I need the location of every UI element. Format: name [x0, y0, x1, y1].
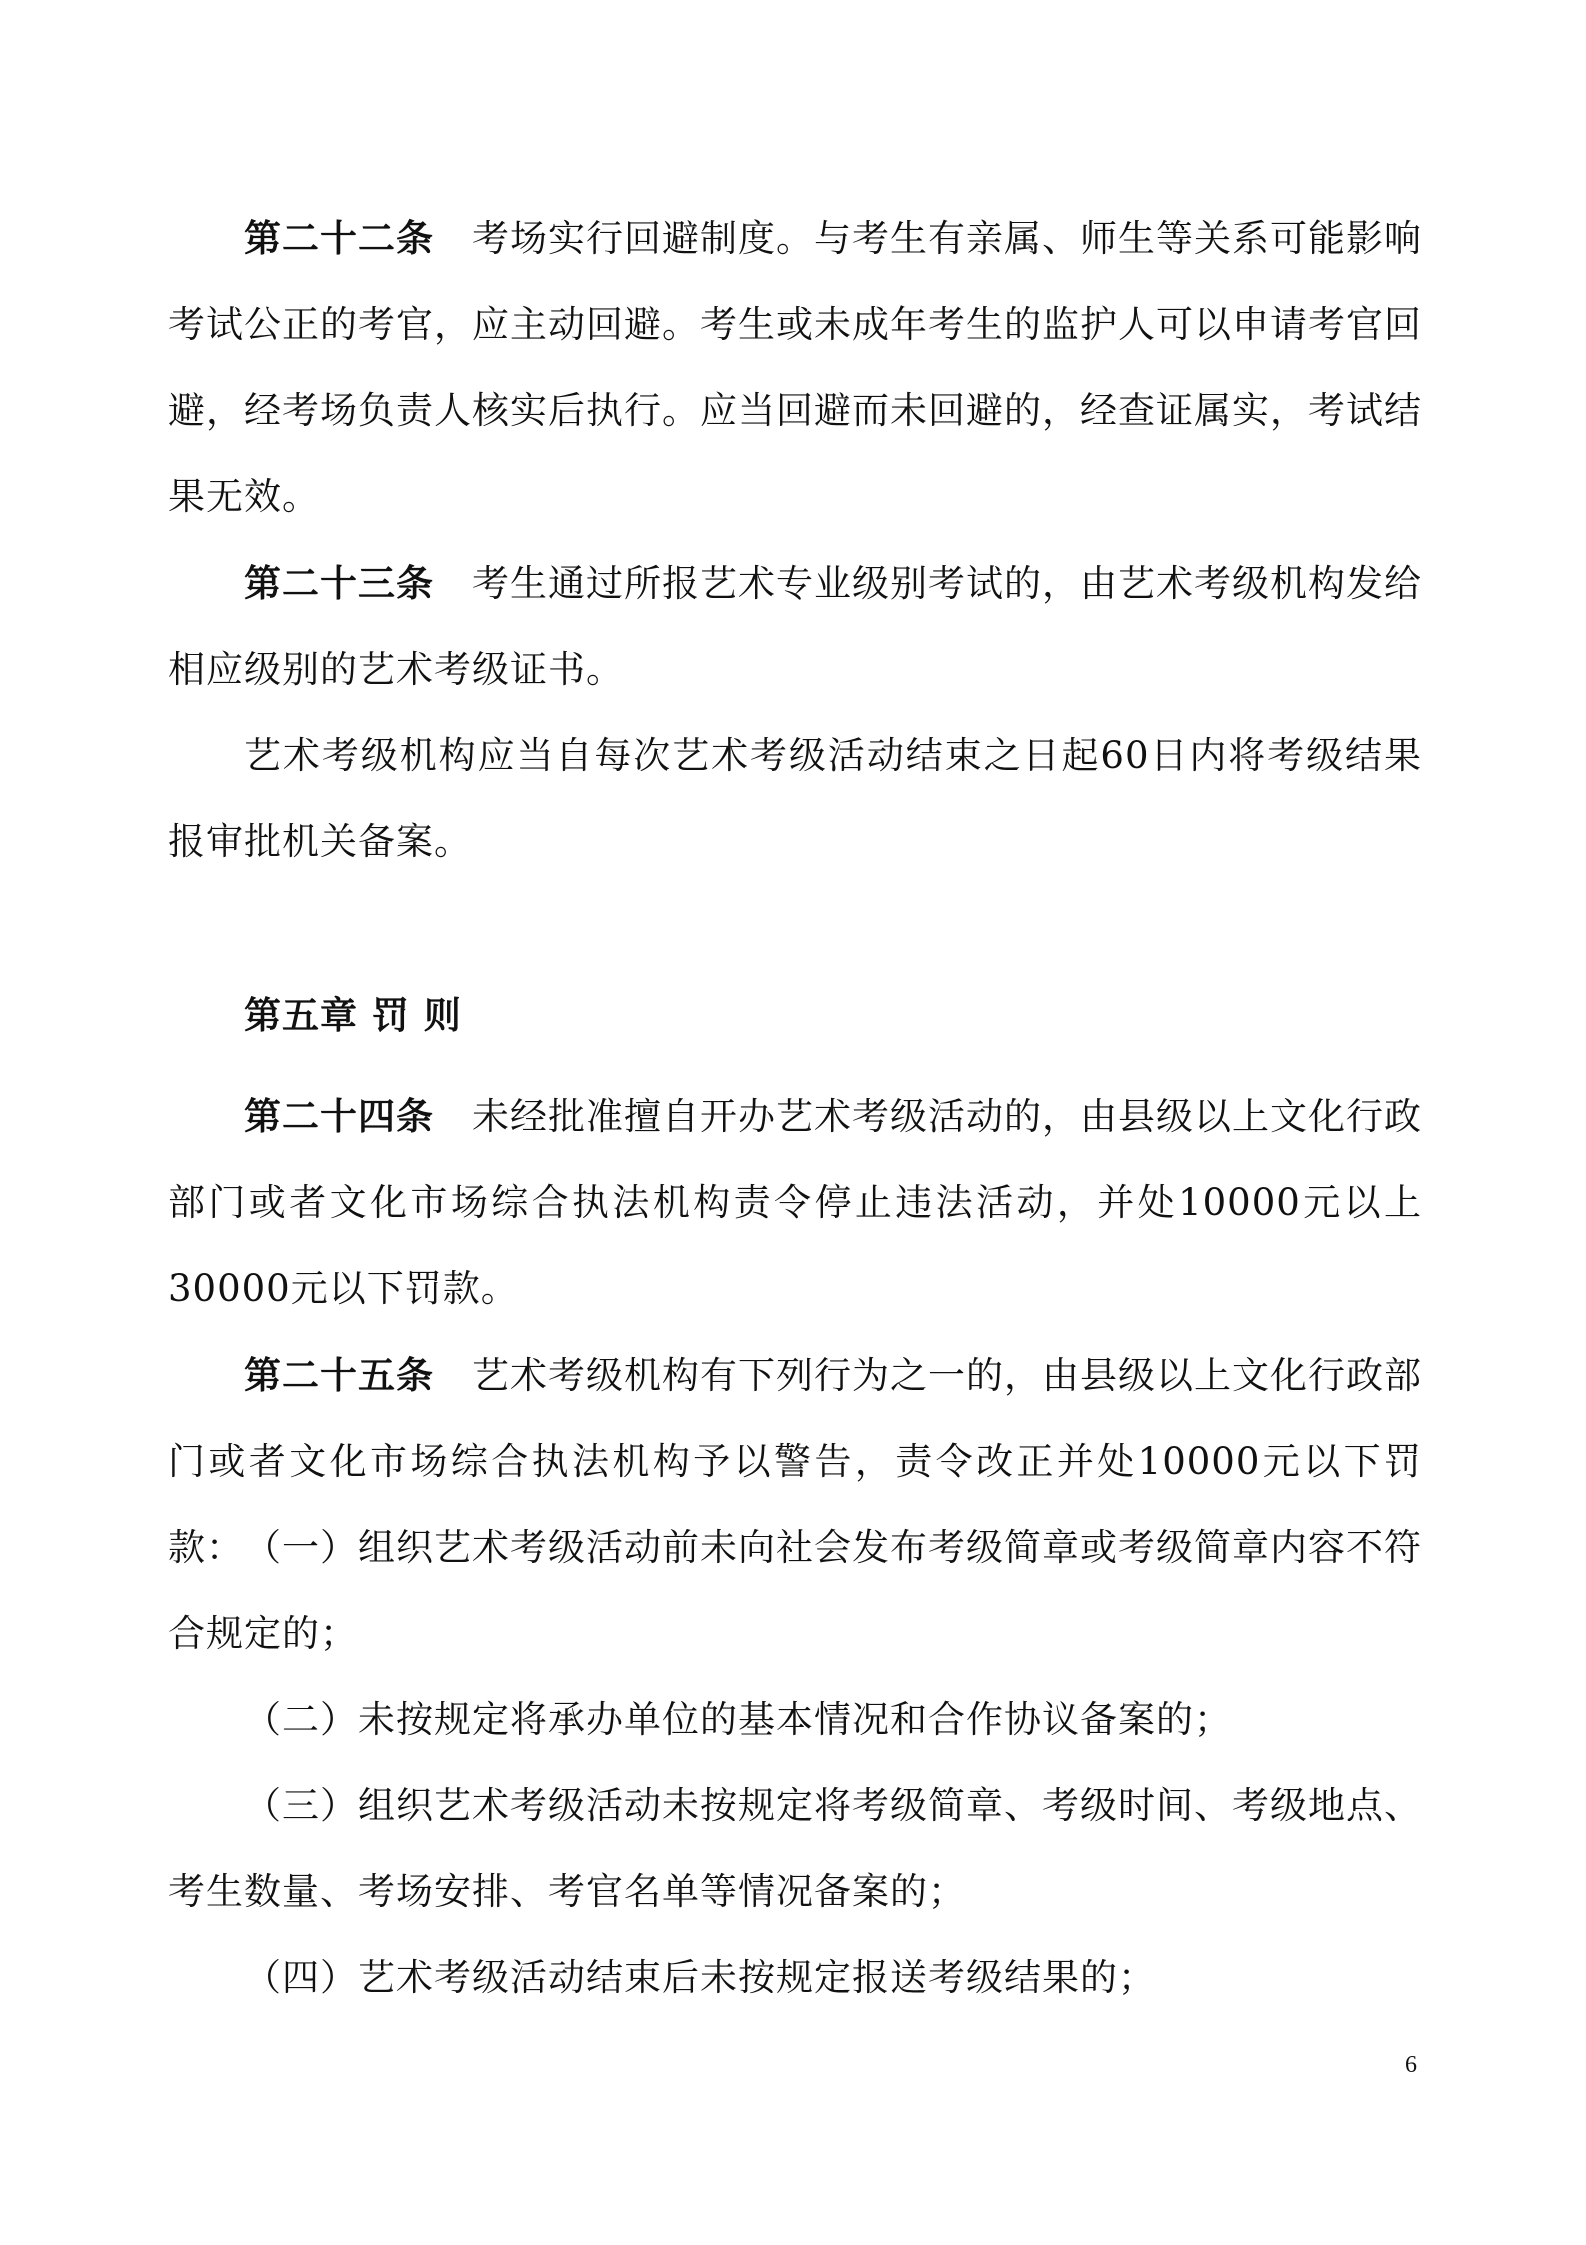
article-23-paragraph-2: 艺术考级机构应当自每次艺术考级活动结束之日起60日内将考级结果报审批机关备案。 [168, 734, 1422, 863]
article-22 [168, 196, 1422, 540]
chapter-heading: 第五章 罚 则 [244, 994, 462, 1037]
article-24-text: 未经批准擅自开办艺术考级活动的，由县级以上文化行政部门或者文化市场综合执法机构责令停止违法活动，并处10000元以上30000元以下罚款。 [168, 1095, 1422, 1310]
article-23-number: 第二十三条 [244, 562, 434, 605]
article-25-text: 艺术考级机构有下列行为之一的，由县级以上文化行政部门或者文化市场综合执法机构予以警告，责令改正并处10000元以下罚款： [168, 1354, 1422, 1569]
article-23-text: 考生通过所报艺术专业级别考试的，由艺术考级机构发给相应级别的艺术考级证书。 [168, 562, 1422, 691]
list-item: （一）组织艺术考级活动前未向社会发布考级简章或考级简章内容不符合规定的； [168, 1526, 1422, 1655]
article-24-number: 第二十四条 [244, 1095, 434, 1138]
list-item: （三）组织艺术考级活动未按规定将考级简章、考级时间、考级地点、考生数量、考场安排、考官名单等情况备案的； [168, 1784, 1422, 1913]
list-item: （四）艺术考级活动结束后未按规定报送考级结果的； [244, 1956, 1156, 1999]
list-item: （二）未按规定将承办单位的基本情况和合作协议备案的； [244, 1698, 1232, 1741]
page-number: 6 [1405, 2052, 1417, 2078]
article-23 [168, 541, 1422, 713]
article-22-text: 考场实行回避制度。与考生有亲属、师生等关系可能影响考试公正的考官，应主动回避。考生或未成年考生的监护人可以申请考官回避，经考场负责人核实后执行。应当回避而未回避的，经查证属实，考试结果无效。 [168, 217, 1422, 518]
article-24 [168, 1074, 1422, 1332]
article-25-number: 第二十五条 [244, 1354, 434, 1397]
article-22-number: 第二十二条 [244, 217, 434, 260]
